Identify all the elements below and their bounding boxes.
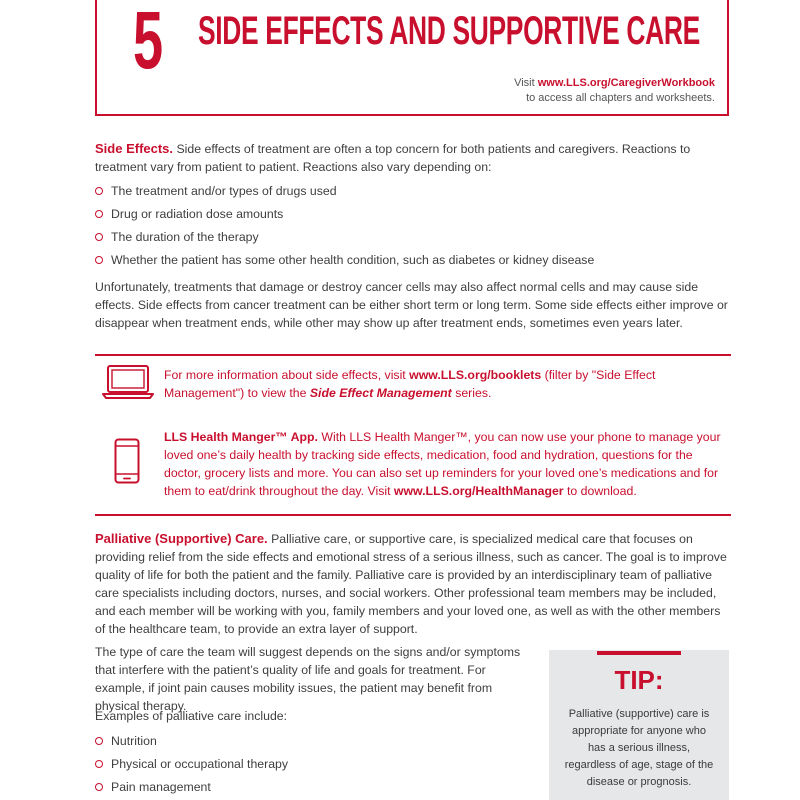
laptop-icon <box>102 364 154 400</box>
side-effects-intro <box>95 140 731 176</box>
palliative-examples-list <box>95 730 288 799</box>
health-manager-title: LLS Health Manger™ App. <box>164 430 318 444</box>
chapter-title: SIDE EFFECTS AND SUPPORTIVE CARE <box>198 9 700 53</box>
palliative-type-paragraph: The type of care the team will suggest depends on the signs and/or symptoms that interfere with the patient’s quality of life and goals for treatment. For example, if joint pain causes mobility issues, the patient may benefit from physical therapy. <box>95 645 521 713</box>
list-item: Physical or occupational therapy <box>95 753 288 776</box>
list-item: The duration of the therapy <box>95 226 594 249</box>
list-item: Nutrition <box>95 730 288 753</box>
booklets-link[interactable]: www.LLS.org/booklets <box>409 368 542 382</box>
tip-box <box>549 650 729 800</box>
booklets-callout <box>164 366 730 402</box>
visit-prefix: Visit <box>514 77 538 89</box>
side-effect-factors-list <box>95 180 594 272</box>
booklets-text-2: (filter by "Side Effect Management") to view the <box>164 368 656 400</box>
palliative-examples-label: Examples of palliative care include: <box>95 709 288 723</box>
health-manager-callout <box>164 428 730 500</box>
workbook-link[interactable]: www.LLS.org/CaregiverWorkbook <box>537 77 715 89</box>
divider-bottom <box>95 514 731 516</box>
side-effects-heading: Side Effects. <box>95 141 174 156</box>
tip-accent-bar <box>597 651 681 655</box>
workbook-notice <box>514 76 715 106</box>
palliative-intro <box>95 530 731 638</box>
list-item: The treatment and/or types of drugs used <box>95 180 594 203</box>
health-manager-link[interactable]: www.LLS.org/HealthManager <box>393 484 564 498</box>
list-item: Pain management <box>95 776 288 799</box>
palliative-intro-text: Palliative care, or supportive care, is specialized medical care that focuses on providing relief from the side effects and emotional stress of a serious illness, such as cancer. The goal is to improve quality of life for both the patient and the family. Palliative care is provided by an interdisciplinary team of palliative care specialists including doctors, nurses, and social workers. Other professional team members may be included, and each member will be working with you, family members and your loved one, as well as with the other members of the healthcare team, to provide an extra layer of support. <box>95 532 727 636</box>
visit-suffix: to access all chapters and worksheets. <box>526 92 715 104</box>
list-item: Drug or radiation dose amounts <box>95 203 594 226</box>
health-manager-text-2: to download. <box>563 484 637 498</box>
tip-title: TIP: <box>614 665 664 695</box>
divider-top <box>95 354 731 356</box>
palliative-heading: Palliative (Supportive) Care. <box>95 531 268 546</box>
booklets-text-3: series. <box>451 386 492 400</box>
booklets-text-1: For more information about side effects, visit <box>164 368 410 382</box>
smartphone-icon <box>114 438 140 484</box>
side-effects-paragraph: Unfortunately, treatments that damage or destroy cancer cells may also affect normal cells and may cause side effects. Side effects from cancer treatment can be either short term or long term. Some side effects either improve or disappear when treatment ends, while other may show up after treatment ends, sometimes even years later. <box>95 280 728 330</box>
side-effects-intro-text: Side effects of treatment are often a top concern for both patients and caregivers. Reactions to treatment vary from patient to patient. Reactions also vary depending on: <box>95 142 691 174</box>
list-item: Whether the patient has some other health condition, such as diabetes or kidney disease <box>95 249 594 272</box>
tip-text: Palliative (supportive) care is appropriate for anyone who has a serious illness, regardless of age, stage of the disease or prognosis. <box>564 708 714 788</box>
chapter-header <box>95 0 729 116</box>
health-manager-text: With LLS Health Manger™, you can now use your phone to manage your loved one’s daily health by tracking side effects, medication, food and hydration, questions for the doctor, grocery lists and more. You can also set up reminders for your loved one’s medications and for them to eat/drink throughout the day. Visit <box>164 430 721 498</box>
booklets-series: Side Effect Management <box>309 386 452 400</box>
chapter-number: 5 <box>133 0 164 86</box>
